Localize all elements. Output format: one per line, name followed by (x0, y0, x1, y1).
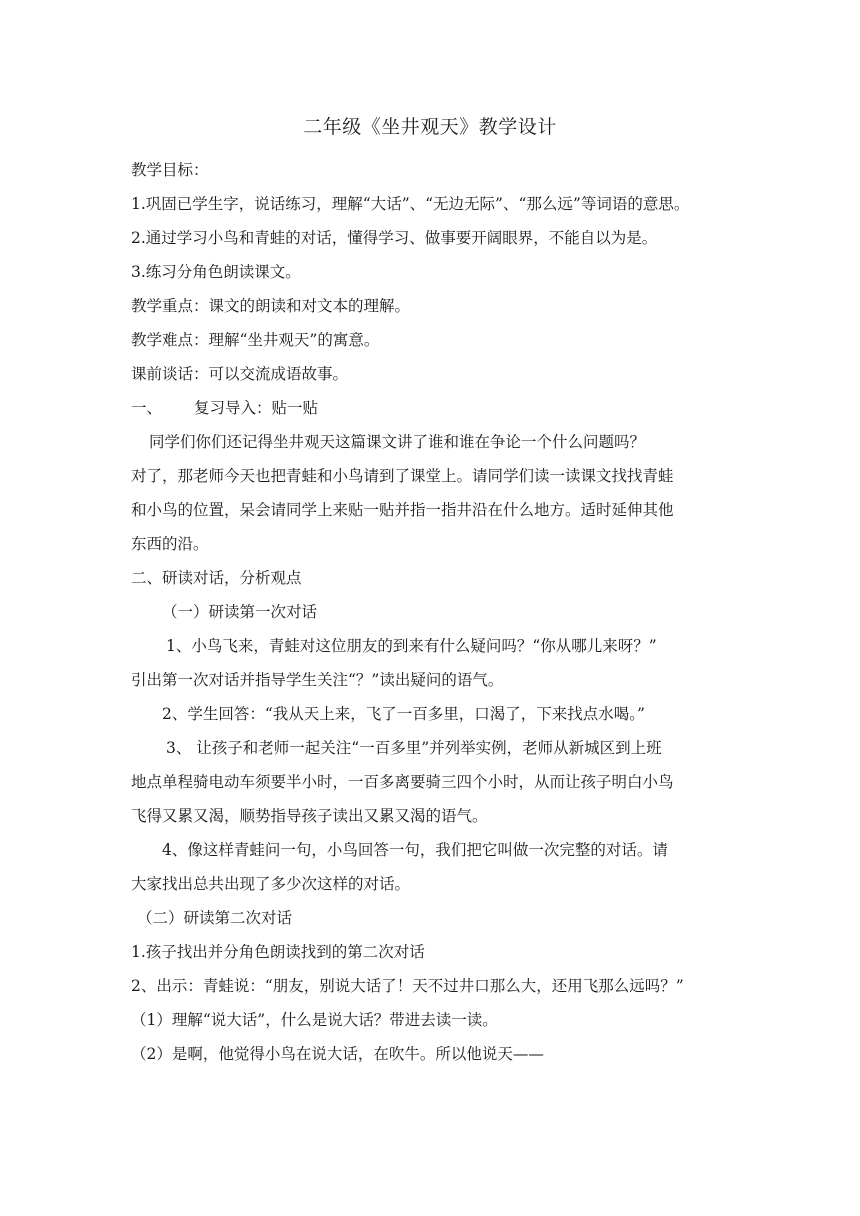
paragraph-line: 大家找出总共出现了多少次这样的对话。 (131, 875, 411, 893)
text-line: （1）理解“说大话”，什么是说大话？带进去读一读。 (131, 1011, 498, 1029)
subsection-heading: （二）研读第二次对话 (137, 909, 293, 927)
paragraph-line: 4、像这样青蛙问一句，小鸟回答一句，我们把它叫做一次完整的对话。请 (162, 841, 668, 859)
text-line: （2）是啊，他觉得小鸟在说大话，在吹牛。所以他说天—— (131, 1045, 544, 1063)
paragraph-line: 1、小鸟飞来，青蛙对这位朋友的到来有什么疑问吗？“你从哪儿来呀？” (166, 637, 657, 655)
section-number: 一、 (131, 399, 163, 417)
paragraph-line: 2、学生回答：“我从天上来，飞了一百多里，口渴了，下来找点水喝。” (162, 705, 645, 723)
text-line: 3.练习分角色朗读课文。 (131, 263, 301, 281)
paragraph-line: 和小鸟的位置，呆会请同学上来贴一贴并指一指井沿在什么地方。适时延伸其他 (131, 501, 674, 519)
paragraph-line: 3、 让孩子和老师一起关注“一百多里”并列举实例，老师从新城区到上班 (166, 739, 662, 757)
paragraph-line: 飞得又累又渴，顺势指导孩子读出又累又渴的语气。 (131, 807, 488, 825)
text-line: 1.巩固已学生字，说话练习，理解“大话”、“无边无际”、“那么远”等词语的意思。 (131, 195, 690, 213)
paragraph-line: 东西的沿。 (131, 535, 209, 553)
text-line: 2.通过学习小鸟和青蛙的对话，懂得学习、做事要开阔眼界，不能自以为是。 (131, 229, 658, 247)
paragraph-line: 同学们你们还记得坐井观天这篇课文讲了谁和谁在争论一个什么问题吗？ (149, 433, 646, 451)
section-heading-1 (131, 391, 731, 425)
subsection-heading: （一）研读第一次对话 (162, 603, 318, 621)
paragraph-line: 地点单程骑电动车须要半小时，一百多离要骑三四个小时，从而让孩子明白小鸟 (131, 773, 674, 791)
text-line: 教学难点：理解“坐井观天”的寓意。 (131, 331, 380, 349)
text-line: 教学目标： (131, 161, 209, 179)
text-line: 1.孩子找出并分角色朗读找到的第二次对话 (131, 943, 425, 961)
text-line: 教学重点：课文的朗读和对文本的理解。 (131, 297, 411, 315)
document-title: 二年级《坐井观天》教学设计 (303, 116, 557, 138)
paragraph-line: 对了，那老师今天也把青蛙和小鸟请到了课堂上。请同学们读一读课文找找青蛙 (131, 467, 674, 485)
text-line: 课前谈话：可以交流成语故事。 (131, 365, 349, 383)
text-line: 2、出示：青蛙说：“朋友，别说大话了！天不过井口那么大，还用飞那么远吗？” (131, 977, 684, 995)
section-heading-2: 二、研读对话，分析观点 (131, 569, 302, 587)
document-body (131, 153, 731, 1071)
paragraph-line: 引出第一次对话并指导学生关注“？”读出疑问的语气。 (131, 671, 504, 689)
section-heading-text: 复习导入：贴一贴 (194, 399, 319, 417)
